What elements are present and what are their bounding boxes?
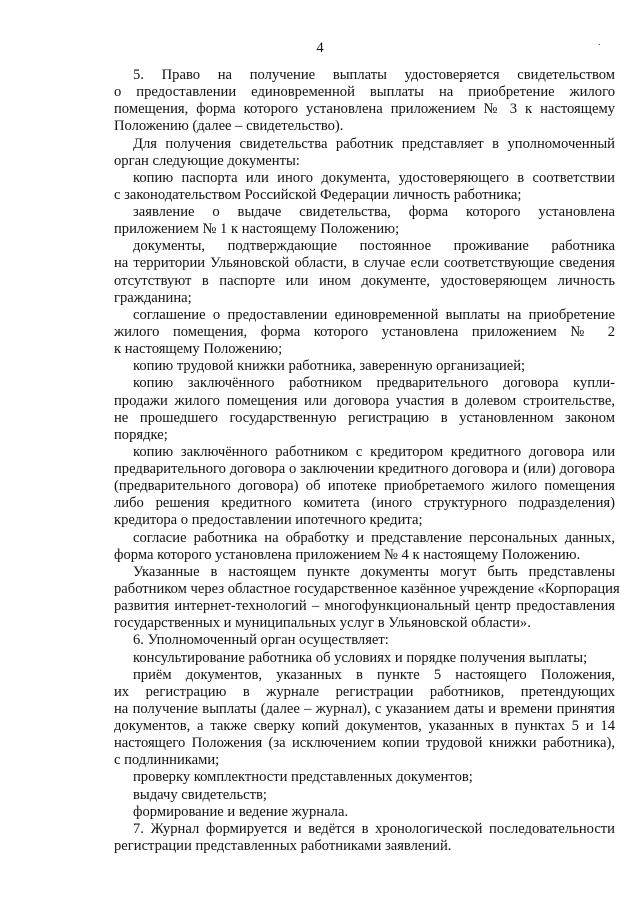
text-line: регистрации представленных работниками заявлений.	[114, 838, 452, 854]
text-line: копию заключённого работником с кредитором кредитного договора или	[133, 444, 615, 460]
text-line: с законодательством Российской Федерации личность работника;	[114, 187, 522, 203]
text-line: на территории Ульяновской области, в случае если соответствующие сведения	[114, 255, 615, 271]
text-line: кредитора о предоставлении ипотечного кредита;	[114, 512, 423, 528]
text-line: предварительного договора о заключении кредитного договора и (или) договора	[114, 461, 615, 477]
text-line: государственных и муниципальных услуг в Ульяновской области».	[114, 615, 531, 631]
text-line: форма которого установлена приложением № 4 к настоящему Положению.	[114, 547, 581, 563]
text-line: помещения, форма которого установлена приложением № 3 к настоящему	[114, 101, 615, 117]
text-line: копию трудовой книжки работника, заверенную организацией;	[133, 358, 526, 374]
text-line: Положению (далее – свидетельство).	[114, 118, 344, 134]
text-line: заявление о выдаче свидетельства, форма которого установлена	[133, 204, 615, 220]
text-line: их регистрацию в журнале регистрации работников, претендующих	[114, 684, 615, 700]
text-line: к настоящему Положению;	[114, 341, 283, 357]
text-line: порядке;	[114, 427, 168, 443]
text-line: формирование и ведение журнала.	[133, 804, 349, 820]
text-line: приём документов, указанных в пункте 5 настоящего Положения,	[133, 667, 615, 683]
text-line: (предварительного договора) об ипотеке приобретаемого жилого помещения	[114, 478, 615, 494]
text-line: на получение выплаты (далее – журнал), с указанием даты и времени принятия	[114, 701, 615, 717]
text-line: развития интернет-технологий – многофункциональный центр предоставления	[114, 598, 615, 614]
text-line: либо решения кредитного комитета (иного структурного подразделения)	[114, 495, 615, 511]
text-line: приложением № 1 к настоящему Положению;	[114, 221, 400, 237]
text-line: Для получения свидетельства работник представляет в уполномоченный	[133, 136, 615, 152]
text-line: жилого помещения, форма которого установлена приложением № 2	[114, 324, 615, 340]
text-line: копию паспорта или иного документа, удостоверяющего в соответствии	[133, 170, 615, 186]
text-line: 5. Право на получение выплаты удостоверяется свидетельством	[133, 67, 615, 83]
text-line: документов, а также сверку копий документов, указанных в пунктах 5 и 14	[114, 718, 615, 734]
text-line: документы, подтверждающие постоянное проживание работника	[133, 238, 615, 254]
corner-mark: .	[598, 37, 601, 47]
text-line: 7. Журнал формируется и ведётся в хронологической последовательности	[133, 821, 615, 837]
text-line: с подлинниками;	[114, 752, 220, 768]
text-line: 6. Уполномоченный орган осуществляет:	[133, 632, 389, 648]
text-line: отсутствуют в паспорте или ином документе, удостоверяющем личность	[114, 273, 615, 289]
page-number: 4	[316, 40, 324, 56]
text-line: согласие работника на обработку и представление персональных данных,	[133, 530, 615, 546]
text-line: о предоставлении единовременной выплаты на приобретение жилого	[114, 84, 615, 100]
text-line: орган следующие документы:	[114, 153, 300, 169]
text-line: гражданина;	[114, 290, 192, 306]
text-line: выдачу свидетельств;	[133, 787, 267, 803]
text-line: настоящего Положения (за исключением копии трудовой книжки работника),	[114, 735, 615, 751]
text-line: проверку комплектности представленных документов;	[133, 769, 473, 785]
text-line: соглашение о предоставлении единовременной выплаты на приобретение	[133, 307, 615, 323]
text-line: не прошедшего государственную регистрацию в установленном законом	[114, 410, 615, 426]
text-line: продажи жилого помещения или договора участия в долевом строительстве,	[114, 393, 615, 409]
text-line: консультирование работника об условиях и порядке получения выплаты;	[133, 650, 588, 666]
text-line: копию заключённого работником предварительного договора купли-	[133, 375, 615, 391]
text-line: Указанные в настоящем пункте документы могут быть представлены	[133, 564, 615, 580]
text-line: работником через областное государственное казённое учреждение «Корпорация	[114, 581, 620, 597]
